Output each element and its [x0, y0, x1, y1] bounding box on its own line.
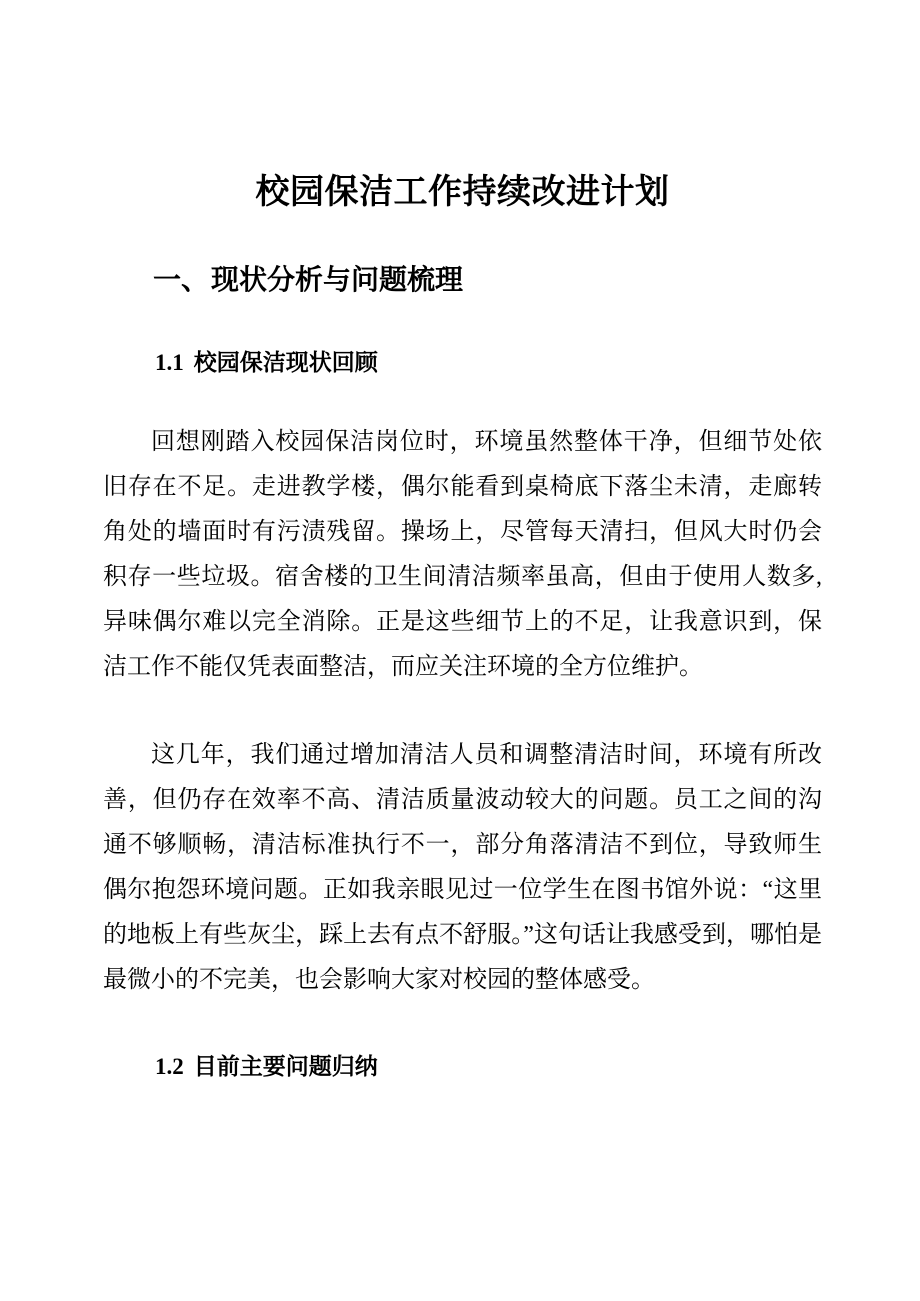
subsection-1-2-number: 1.2	[155, 1054, 184, 1079]
subsection-heading-1-1	[155, 346, 822, 379]
paragraph-current-status-review: 回想刚踏入校园保洁岗位时，环境虽然整体干净，但细节处依旧存在不足。走进教学楼，偶尔能看到桌椅底下落尘未清，走廊转角处的墙面时有污渍残留。操场上，尽管每天清扫，但风大时仍会积存一些垃圾。宿舍楼的卫生间清洁频率虽高，但由于使用人数多,异味偶尔难以完全消除。正是这些细节上的不足，让我意识到，保洁工作不能仅凭表面整洁，而应关注环境的全方位维护。	[103, 429, 822, 680]
section-heading-1	[153, 262, 822, 298]
section-heading-1-number: 一、	[153, 264, 210, 295]
subsection-heading-1-2	[155, 1050, 822, 1083]
subsection-1-2-text: 目前主要问题归纳	[193, 1053, 378, 1079]
section-heading-1-text: 现状分析与问题梳理	[211, 264, 464, 295]
subsection-1-1-number: 1.1	[155, 350, 184, 375]
paragraph-improvement-experience: 这几年，我们通过增加清洁人员和调整清洁时间，环境有所改善，但仍存在效率不高、清洁质量波动较大的问题。员工之间的沟通不够顺畅，清洁标准执行不一，部分角落清洁不到位，导致师生偶尔抱怨环境问题。正如我亲眼见过一位学生在图书馆外说：“这里的地板上有些灰尘，踩上去有点不舒服。”这句话让我感受到，哪怕是最微小的不完美，也会影响大家对校园的整体感受。	[103, 742, 822, 993]
subsection-1-1-text: 校园保洁现状回顾	[193, 349, 378, 375]
document-title: 校园保洁工作持续改进计划	[255, 173, 670, 211]
